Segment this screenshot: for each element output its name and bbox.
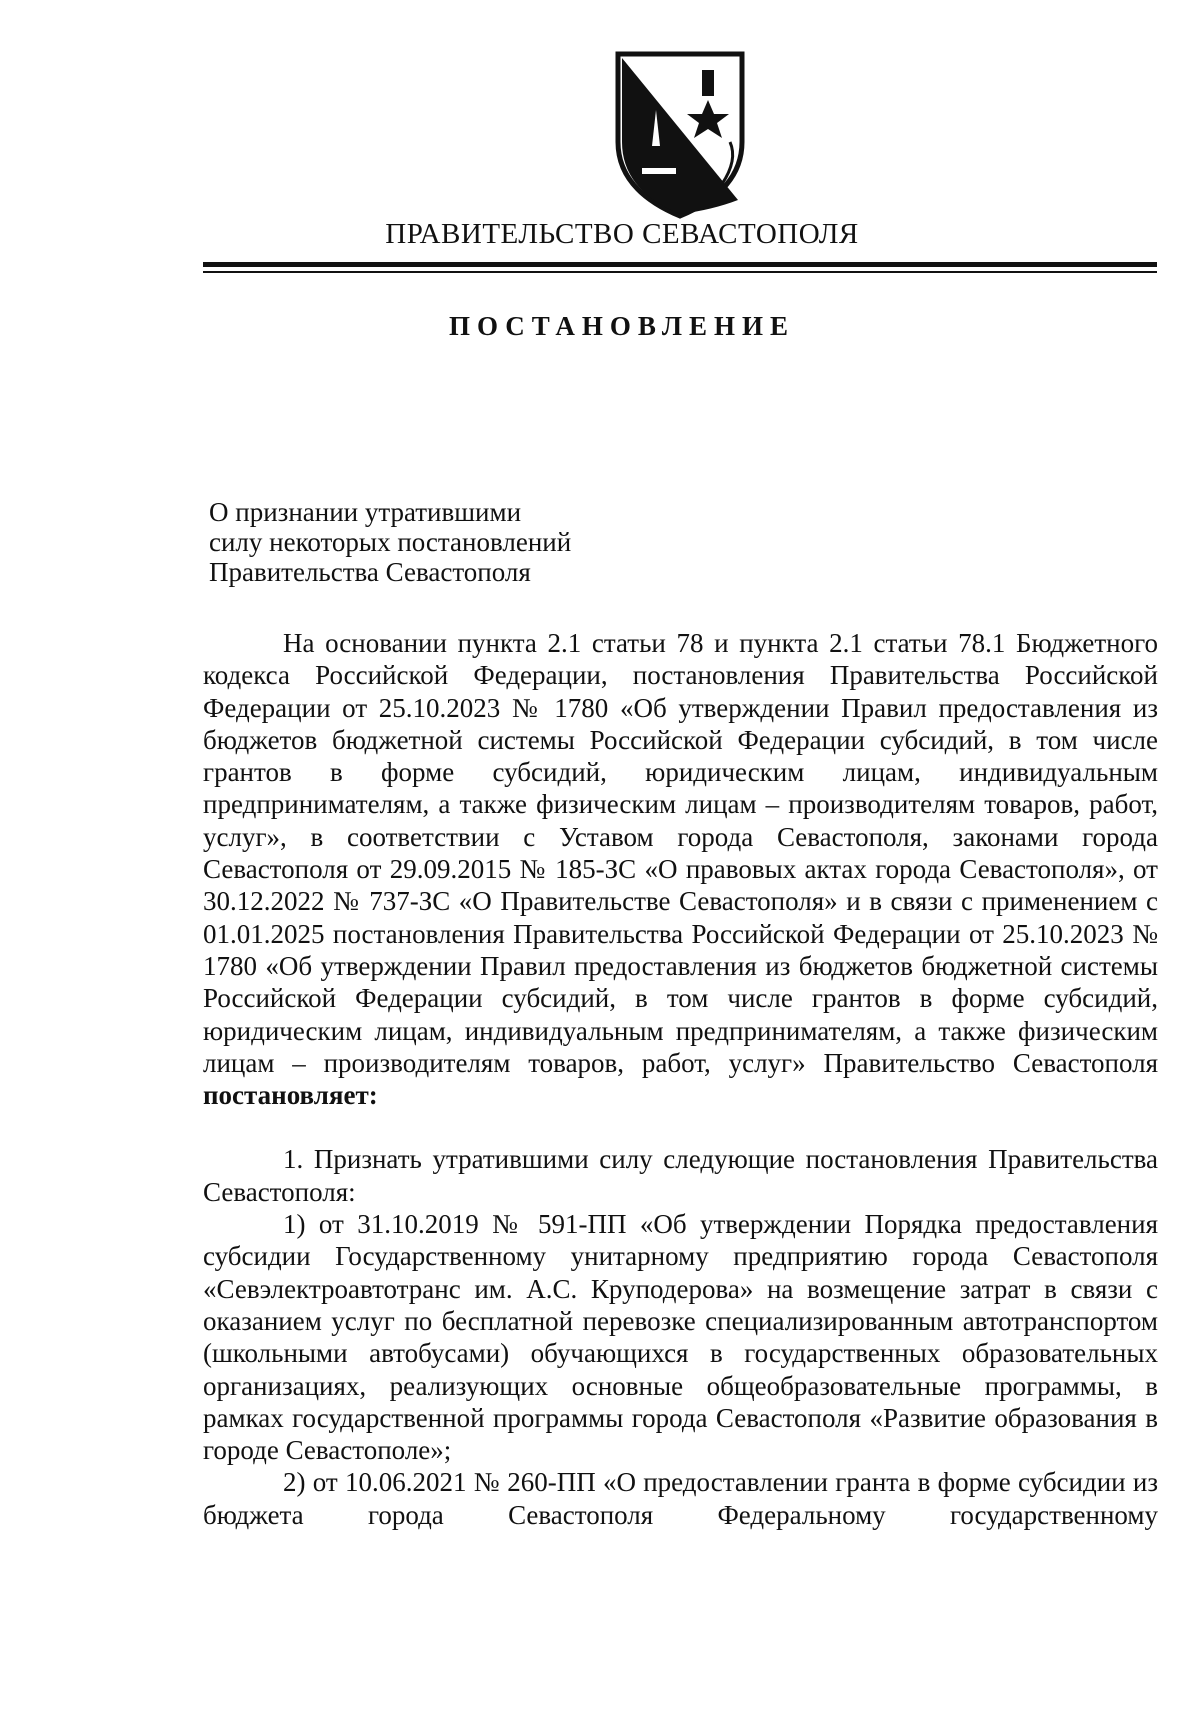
decree-word: постановляет: <box>203 1080 378 1111</box>
clause-1-intro: 1. Признать утратившими силу следующие постановления Правительства Севастополя: <box>203 1144 1158 1207</box>
subject-line: О признании утратившими <box>209 497 522 527</box>
subject-line: Правительства Севастополя <box>209 557 531 587</box>
preamble-text: На основании пункта 2.1 статьи 78 и пункта 2.1 статьи 78.1 Бюджетного кодекса Российской Федерации, постановления Правительства Российской Федерации от 25.10.2023 № 1780 «Об утверждении Правил предоставления из бюджетов бюджетной системы Российской Федерации субсидий, в том числе грантов в форме субсидий, юридическим лицам, индивидуальным предпринимателям, а также физическим лицам – производителям товаров, работ, услуг», в соответствии с Уставом города Севастополя, законами города Севастополя от 29.09.2015 № 185-ЗС «О правовых актах города Севастополя», от 30.12.2022 № 737-ЗС «О Правительстве Севастополя» и в связи с применением с 01.01.2025 постановления Правительства Российской Федерации от 25.10.2023 № 1780 «Об утверждении Правил предоставления из бюджетов бюджетной системы Российской Федерации субсидий, в том числе грантов в форме субсидий, юридическим лицам, индивидуальным предпринимателям, а также физическим лицам – производителям товаров, работ, услуг» Правительство Севастополя <box>203 628 1158 1078</box>
document-type: ПОСТАНОВЛЕНИЕ <box>448 311 796 341</box>
clause-1-item-2: 2) от 10.06.2021 № 260-ПП «О предоставлении гранта в форме субсидии из бюджета города Севастополя Федеральному государственному <box>203 1467 1158 1530</box>
subject-line: силу некоторых постановлений <box>209 527 572 557</box>
header-rule-thin <box>203 271 1157 273</box>
coat-of-arms-icon <box>612 50 748 220</box>
organization-name: ПРАВИТЕЛЬСТВО СЕВАСТОПОЛЯ <box>385 218 859 250</box>
document-subject <box>209 497 571 587</box>
clause-1-item-1: 1) от 31.10.2019 № 591-ПП «Об утверждении Порядка предоставления субсидии Государственному унитарному предприятию города Севастополя «Севэлектроавтотранс им. А.С. Круподерова» на возмещение затрат в связи с оказанием услуг по бесплатной перевозке специализированным автотранспортом (школьными автобусами) обучающихся в государственных образовательных организациях, реализующих основные общеобразовательные программы, в рамках государственной программы города Севастополя «Развитие образования в городе Севастополе»; <box>203 1209 1158 1466</box>
header-rule-thick <box>203 262 1157 267</box>
preamble-paragraph <box>203 627 1158 1111</box>
document-body <box>203 627 1158 1531</box>
